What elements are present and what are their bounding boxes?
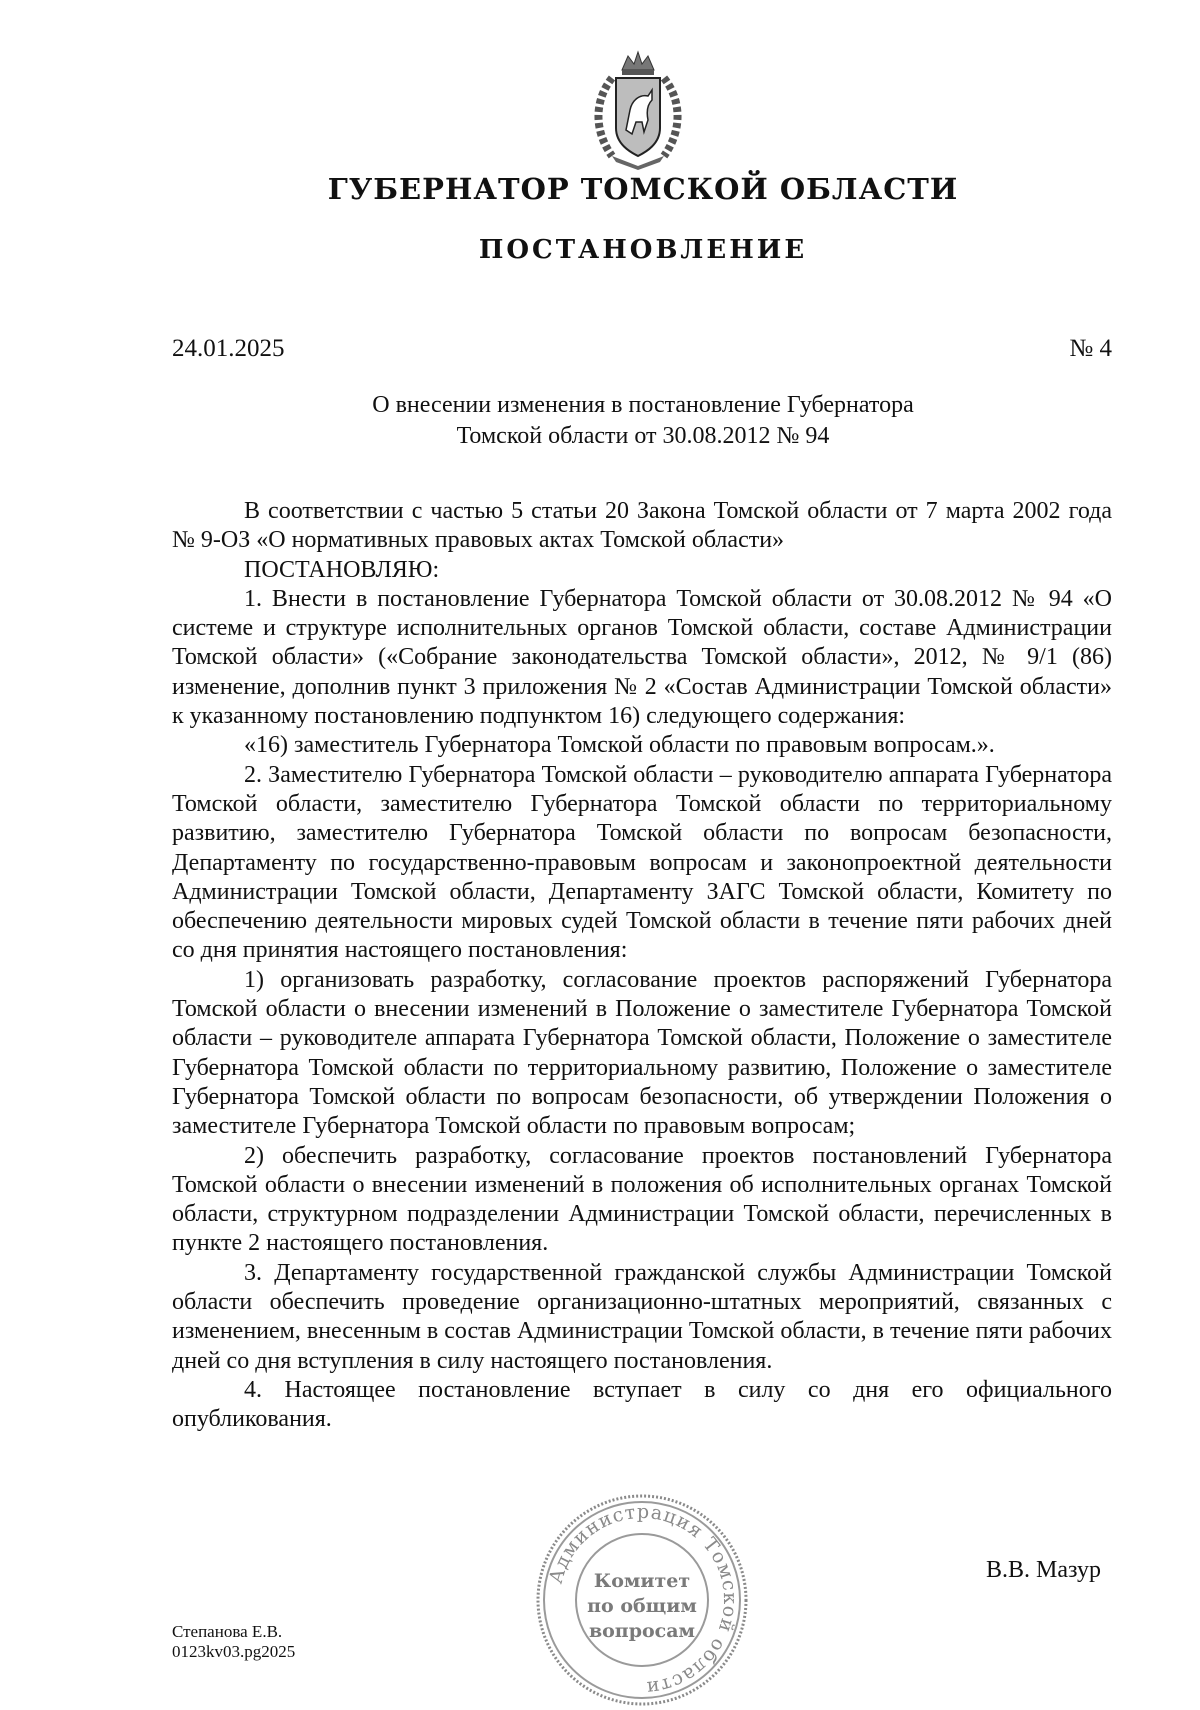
- authority-title: ГУБЕРНАТОР ТОМСКОЙ ОБЛАСТИ: [327, 172, 959, 206]
- decree-word: ПОСТАНОВЛЯЮ:: [244, 556, 440, 583]
- footer-block: [172, 1622, 295, 1662]
- document-number: № 4: [1069, 335, 1112, 362]
- paragraph-4: 4. Настоящее постановление вступает в силу со дня его официального опубликования.: [172, 1376, 1112, 1433]
- document-type-title: ПОСТАНОВЛЕНИЕ: [478, 235, 808, 265]
- preamble-paragraph: В соответствии с частью 5 статьи 20 Закона Томской области от 7 марта 2002 года № 9-ОЗ «О нормативных правовых актах Томской области»: [172, 498, 1112, 554]
- document-body: [172, 497, 1112, 1435]
- file-code: 0123kv03.pg2025: [172, 1642, 296, 1661]
- paragraph-2-subitem-2: 2) обеспечить разработку, согласование проектов постановлений Губернатора Томской области о внесении изменений в положения об исполнительных органах Томской области, структурном подразделении Администрации Томской области, перечисленных в пункте 2 настоящего постановления.: [172, 1142, 1112, 1257]
- subject-line-2: Томской области от 30.08.2012 № 94: [456, 423, 830, 449]
- executor-name: Степанова Е.В.: [172, 1622, 283, 1641]
- stamp-center-line-2: по общим: [587, 1595, 697, 1617]
- official-stamp: [532, 1490, 752, 1710]
- paragraph-3: 3. Департаменту государственной гражданской службы Администрации Томской области обеспечить проведение организационно-штатных мероприятий, связанных с изменением, внесенным в состав Администрации Томской области, в течение пяти рабочих дней со дня вступления в силу настоящего постановления.: [172, 1259, 1112, 1374]
- paragraph-2-subitem-1: 1) организовать разработку, согласование проектов распоряжений Губернатора Томской области о внесении изменений в Положение о заместителе Губернатора Томской области – руководителе аппарата Губернатора Томской области, Положение о заместителе Губернатора Томской области по территориальному развитию, Положение о заместителе Губернатора Томской области по вопросам безопасности, об утверждении Положения о заместителе Губернатора Томской области по правовым вопросам;: [172, 966, 1112, 1140]
- document-date: 24.01.2025: [172, 335, 285, 362]
- stamp-center-line-1: Комитет: [593, 1570, 691, 1592]
- signer-name: В.В. Мазур: [986, 1557, 1101, 1583]
- stamp-center-line-3: вопросам: [588, 1620, 696, 1642]
- paragraph-1-quote: «16) заместитель Губернатора Томской области по правовым вопросам.».: [244, 732, 995, 759]
- document-subject: [300, 390, 986, 452]
- subject-line-1: О внесении изменения в постановление Губернатора: [372, 392, 914, 418]
- coat-of-arms-emblem: [582, 48, 694, 170]
- paragraph-1: 1. Внести в постановление Губернатора Томской области от 30.08.2012 № 94 «О системе и структуре исполнительных органов Томской области, составе Администрации Томской области» («Собрание законодательства Томской области», 2012, № 9/1 (86) изменение, дополнив пункт 3 приложения № 2 «Состав Администрации Томской области» к указанному постановлению подпунктом 16) следующего содержания:: [172, 585, 1112, 730]
- paragraph-2: 2. Заместителю Губернатора Томской области – руководителю аппарата Губернатора Томской области, заместителю Губернатора Томской области по территориальному развитию, заместителю Губернатора Томской области по вопросам безопасности, Департаменту по государственно-правовым вопросам и законопроектной деятельности Администрации Томской области, Департаменту ЗАГС Томской области, Комитету по обеспечению деятельности мировых судей Томской области в течение пяти рабочих дней со дня принятия настоящего постановления:: [172, 761, 1112, 964]
- stamp-ring-text: Администрация Томской области: [544, 1500, 742, 1700]
